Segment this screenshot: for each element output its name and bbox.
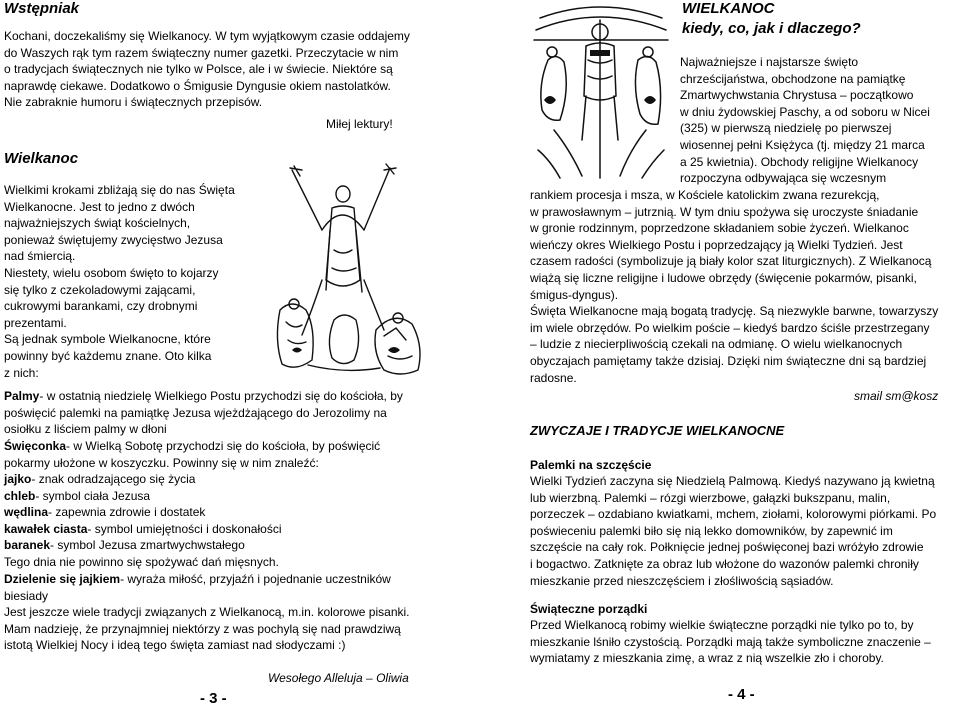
- intro-line: Kochani, doczekaliśmy się Wielkanocy. W tym wyjątkowym czasie oddajemy: [4, 29, 410, 43]
- porzadki-paragraph: [530, 617, 954, 667]
- palmy-paragraph: [4, 388, 432, 438]
- wielkanoc-narrow-text: [4, 182, 275, 381]
- text-line: w gronie rodzinnym, poprzedzone składaniem sobie życzeń. Wielkanoc: [530, 221, 909, 236]
- text-line: Wielkimi krokami zbliżają się do nas Święta: [4, 183, 235, 197]
- text-line: Są jednak symbole Wielkanocne, które: [4, 332, 211, 347]
- list-item: [4, 521, 432, 538]
- text-line: czasem radości (symbolizuje ją biały kolor szat liturgicznych). Z Wielkanocą: [530, 254, 932, 269]
- text-line: z nich:: [4, 365, 39, 380]
- article-title-line2: kiedy, co, jak i dlaczego?: [682, 20, 861, 37]
- text-line: Mam nadzieję, że przynajmniej niektórzy z was pochylą się nad prawdziwą: [4, 621, 401, 636]
- text-line: Niestety, wielu osobom święto to kojarzy: [4, 265, 219, 280]
- text-line: wieńczy okres Wielkiego Postu i poprzedzający ją Wielki Tydzień. Jest: [530, 237, 903, 252]
- palmy-term: Palmy: [4, 389, 40, 403]
- text-line: [4, 571, 432, 588]
- text-line: cukrowymi barankami, czy drobnymi: [4, 299, 198, 314]
- intro-line: naprawdę ciekawe. Dodatkowo o Śmigusie Dyngusie okiem nastolatków.: [4, 78, 391, 93]
- text-line: osiołku z liściem palmy w dłoni: [4, 422, 167, 437]
- article-author: smail sm@kosz: [854, 389, 939, 403]
- article-title-line1: WIELKANOC: [682, 0, 775, 17]
- symbol-term: kawałek ciasta: [4, 521, 88, 536]
- text-line: nad śmiercią.: [4, 249, 76, 264]
- text-line: Zmartwychwstania Chrystusa – początkowo: [680, 88, 914, 103]
- symbol-desc: - symbol umiejętności i doskonałości: [87, 521, 282, 536]
- subheading-porzadki: Świąteczne porządki: [530, 602, 648, 616]
- intro-line: do Waszych rąk tym razem świąteczny numer gazetki. Przeczytacie w nim: [4, 45, 399, 60]
- intro-narrow-text: [680, 54, 954, 187]
- text-line: [4, 438, 432, 455]
- list-item: [4, 537, 432, 554]
- section-title-traditions: ZWYCZAJE I TRADYCJE WIELKANOCNE: [530, 423, 785, 438]
- editorial-heading: Wstępniak: [4, 0, 80, 17]
- symbol-term: wędlina: [4, 505, 49, 520]
- text-line: Wielkanocne. Jest to jedno z dwóch: [4, 199, 195, 214]
- section-title-wielkanoc: Wielkanoc: [4, 150, 79, 167]
- text-line: chrześcijaństwa, obchodzone na pamiątkę: [680, 71, 906, 86]
- intro-line: o tradycjach świątecznych nie tylko w Polsce, ale i w świecie. Niektóre są: [4, 62, 393, 77]
- crucifix-illustration: [530, 0, 672, 180]
- text-line: poświeceniu palemki biło się nią lekko domowników, by zapewnić im: [530, 523, 893, 538]
- greeting-signature: Wesołego Alleluja – Oliwia: [268, 671, 409, 685]
- symbol-desc: - znak odradzającego się życia: [31, 472, 196, 486]
- text-line-rest: - w ostatnią niedzielę Wielkiego Postu przychodzi się do kościoła, by: [39, 389, 403, 403]
- dzielenie-term: Dzielenie się jajkiem: [4, 572, 121, 586]
- swieconka-term: Święconka: [4, 439, 67, 453]
- page-number-left: - 3 -: [200, 690, 227, 707]
- list-item: [4, 488, 432, 505]
- symbol-term: chleb: [4, 488, 36, 503]
- signoff: Miłej lektury!: [326, 117, 393, 131]
- dzielenie-paragraph: [4, 571, 432, 604]
- text-line: radosne.: [530, 370, 577, 385]
- palemki-paragraph: [530, 473, 954, 589]
- text-line: Jest jeszcze wiele tradycji związanych z Wielkanocą, m.in. kolorowe pisanki.: [4, 605, 410, 619]
- text-line: porzeczek – ozdabiano kwiatkami, mchem, ziołami, kolorowymi piórkami. Po: [530, 507, 937, 522]
- list-item: [4, 504, 432, 521]
- editorial-intro: [4, 28, 432, 111]
- text-line: ponieważ świętujemy zwycięstwo Jezusa: [4, 232, 223, 247]
- text-line: wymiatamy z mieszkania zimę, a wraz z nią wszelkie zło i choroby.: [530, 651, 884, 666]
- text-line: Święta Wielkanocne mają bogatą tradycję. Są niezwykle barwne, towarzyszy: [530, 304, 939, 319]
- text-line: (325) w pierwszą niedzielę po pierwszej: [680, 121, 892, 136]
- intro-line: Nie zabraknie humoru i świątecznych przepisów.: [4, 95, 263, 110]
- text-line: mieszkanie lśniło czystością. Porządki mają także symboliczne znaczenie –: [530, 634, 931, 649]
- text-line: szczęście na cały rok. Połknięcie jednej poświęconej bazi wróżyło zdrowie: [530, 540, 924, 555]
- text-line: lub wierzbną. Palemki – rózgi wierzbowe, gałązki bukszpanu, malin,: [530, 490, 891, 505]
- symbol-term: jajko: [4, 472, 32, 486]
- text-line: wiążą się liczne religijne i ludowe obrzędy (święcenie pokarmów, pisanki,: [530, 270, 917, 285]
- text-line: – ludzie z niecierpliwością czekali na odmianę. O wielu wielkanocnych: [530, 337, 903, 352]
- text-line: najważniejszych świąt kościelnych,: [4, 216, 191, 231]
- resurrection-illustration: [272, 160, 432, 380]
- text-line: rozpoczyna odbywająca się wczesnym: [680, 171, 887, 186]
- subheading-palemki: Palemki na szczęście: [530, 458, 652, 472]
- text-line: [4, 388, 432, 405]
- page-number-right: - 4 -: [728, 686, 755, 703]
- text-line: biesiady: [4, 588, 49, 603]
- intro-wide-text: [530, 187, 954, 386]
- swieconka-paragraph: [4, 438, 432, 471]
- text-line: wiosennej pełni Księżyca (tj. między 21 marca: [680, 137, 925, 152]
- text-line: a 25 kwietnia). Obchody religijne Wielkanocy: [680, 154, 919, 169]
- basket-symbols-list: [4, 471, 432, 571]
- text-line: Wielki Tydzień zaczyna się Niedzielą Palmową. Kiedyś nazywano ją kwietną: [530, 474, 935, 488]
- closing-paragraph: [4, 604, 432, 654]
- list-item: [4, 471, 432, 488]
- text-line: mieszkanie przed nieszczęściem i złośliwością sąsiadów.: [530, 573, 834, 588]
- text-line: w dniu żydowskiej Paschy, a od soboru w Nicei: [680, 104, 930, 119]
- text-line: pokarmy ułożone w koszyczku. Powinny się w nim znaleźć:: [4, 455, 319, 470]
- text-line: im wiele obrzędów. Po wielkim poście – kiedyś bardzo ściśle przestrzegany: [530, 320, 930, 335]
- symbol-desc: - symbol ciała Jezusa: [35, 488, 151, 503]
- text-line: obyczajach pamiętamy także dzisiaj. Dzięki nim świąteczne dni są bardziej: [530, 353, 927, 368]
- text-line: prezentami.: [4, 315, 67, 330]
- meat-note: Tego dnia nie powinno się spożywać dań mięsnych.: [4, 554, 279, 569]
- text-line: Przed Wielkanocą robimy wielkie świąteczne porządki nie tylko po to, by: [530, 618, 914, 632]
- text-line: powinny być każdemu znane. Oto kilka: [4, 348, 212, 363]
- text-line: śmigus-dyngus).: [530, 287, 619, 302]
- text-line-rest: - w Wielką Sobotę przychodzi się do kościoła, by poświęcić: [66, 439, 381, 453]
- symbol-term: baranek: [4, 538, 51, 553]
- symbol-desc: - zapewnia zdrowie i dostatek: [48, 505, 206, 520]
- text-line: rankiem procesja i msza, w Kościele katolickim zwana rezurekcją,: [530, 188, 880, 202]
- text-line: w prawosławnym – jutrznią. W tym dniu spożywa się uroczyste śniadanie: [530, 204, 919, 219]
- text-line: i bogactwo. Zatknięte za obraz lub włożone do wazonów palemki chroniły: [530, 556, 919, 571]
- text-line-rest: - wyraża miłość, przyjaźń i pojednanie uczestników: [120, 572, 391, 586]
- text-line: istotą Wielkiej Nocy i ideą tego święta zamiast nad słodyczami :): [4, 638, 346, 653]
- symbol-desc: - symbol Jezusa zmartwychwstałego: [50, 538, 245, 553]
- text-line: Najważniejsze i najstarsze święto: [680, 55, 859, 69]
- text-line: się tylko z czekoladowymi zającami,: [4, 282, 196, 297]
- text-line: poświęcić palemki na pamiątkę Jezusa wjeżdżającego do Jerozolimy na: [4, 405, 387, 420]
